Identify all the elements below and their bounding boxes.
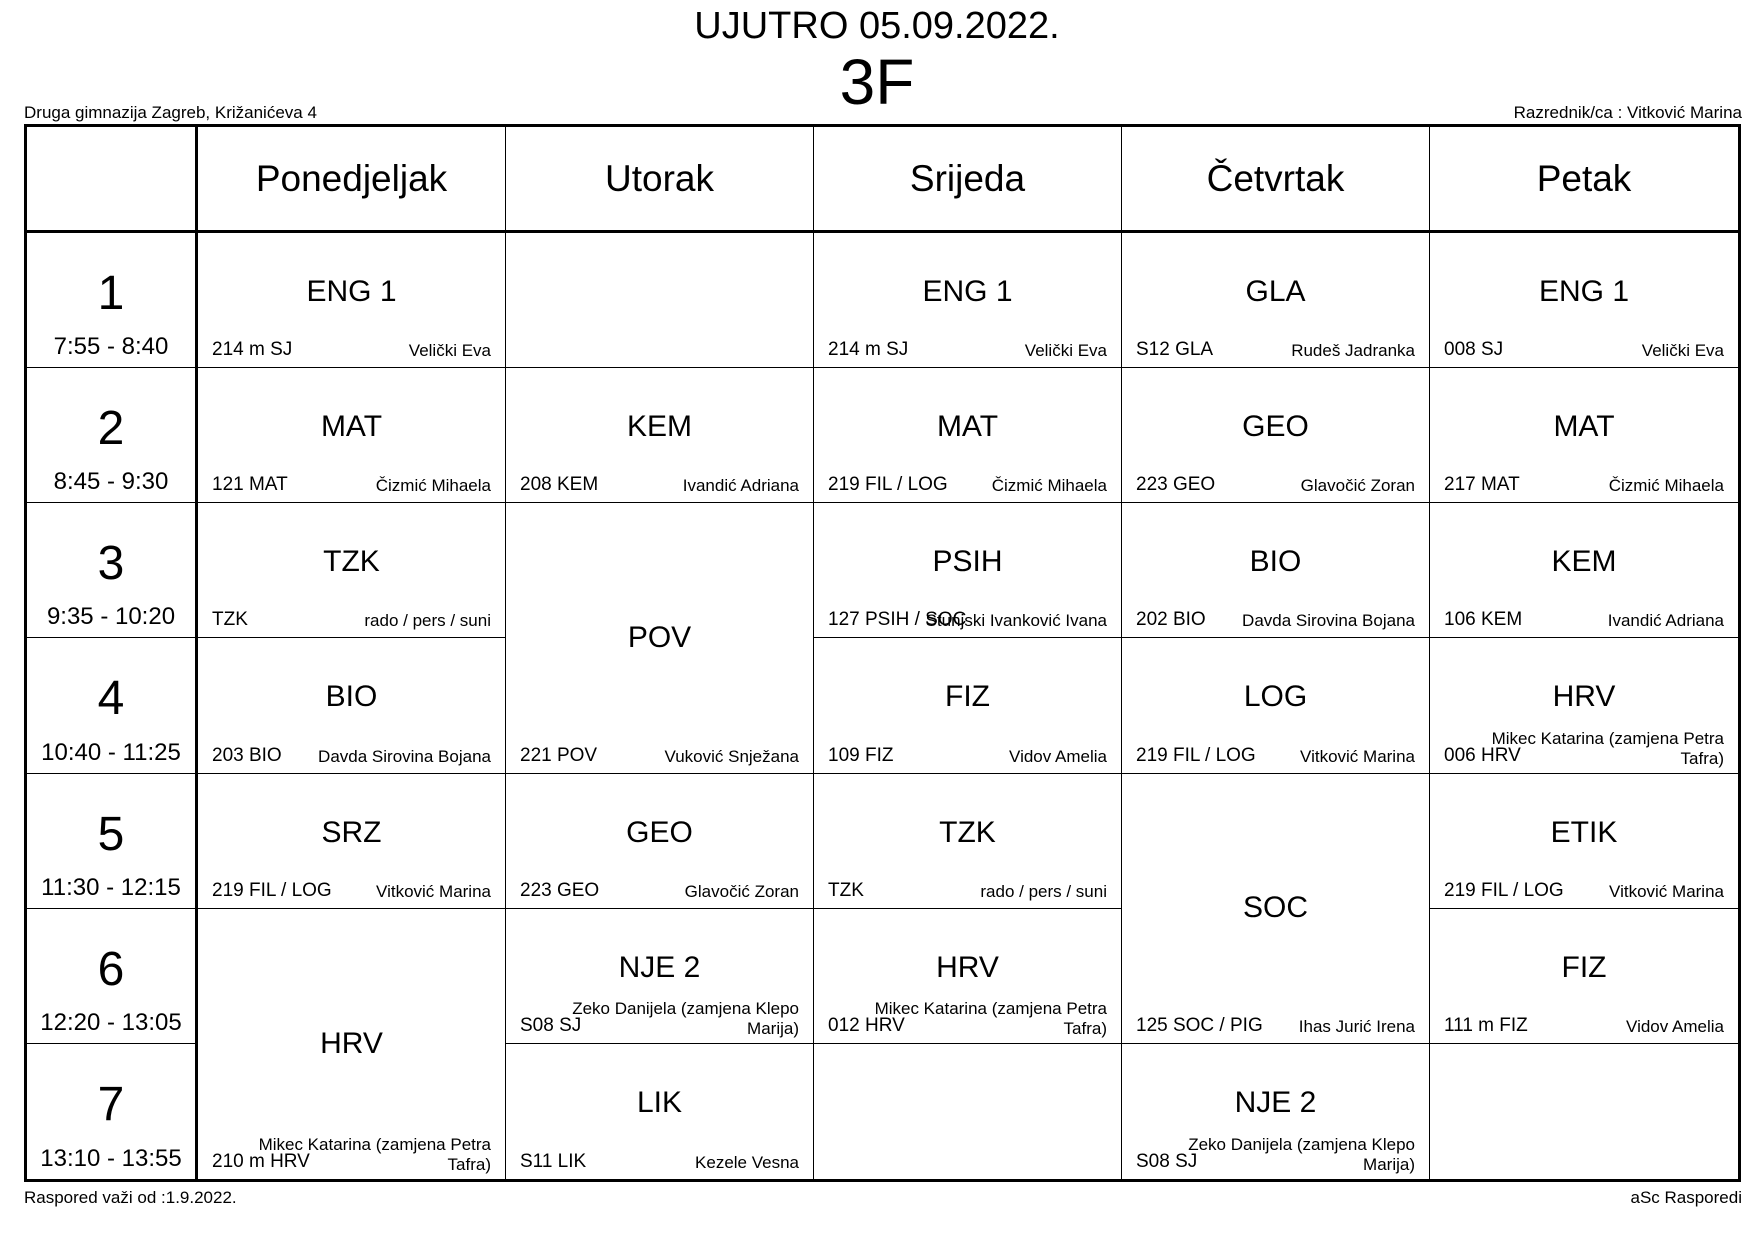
lesson-teacher: Vitković Marina [1609, 881, 1724, 901]
lesson-subject: LOG [1243, 680, 1308, 714]
timetable-grid [24, 124, 1741, 1182]
lesson-subject: PSIH [932, 545, 1003, 579]
lesson-teacher: rado / pers / suni [980, 881, 1107, 901]
lesson-room: S12 GLA [1136, 339, 1214, 361]
lesson-room: 125 SOC / PIG [1136, 1014, 1263, 1036]
day-name: Ponedjeljak [255, 157, 448, 199]
lesson-cell [506, 1044, 814, 1179]
lesson-teacher: Velički Eva [1024, 341, 1107, 361]
lesson-subject: FIZ [1561, 950, 1607, 984]
lesson-teacher: Rudeš Jadranka [1291, 341, 1415, 361]
lesson-subject: ENG 1 [1538, 275, 1630, 308]
lesson-teacher: Glavočić Zoran [684, 881, 799, 901]
period-header [27, 1044, 198, 1179]
lesson-subject: GEO [1242, 410, 1309, 444]
period-header [27, 503, 198, 638]
lesson-teacher: Čizmić Mihaela [375, 476, 491, 496]
lesson-teacher: Kezele Vesna [695, 1152, 799, 1172]
lesson-cell [814, 638, 1122, 773]
day-name: Petak [1536, 157, 1632, 199]
lesson-room: 008 SJ [1444, 339, 1504, 361]
lesson-cell [814, 368, 1122, 503]
lesson-cell [1122, 1044, 1430, 1179]
lesson-room: 208 KEM [520, 474, 599, 496]
lesson-subject: HRV [1552, 680, 1616, 714]
lesson-teacher: Čizmić Mihaela [991, 476, 1107, 496]
lesson-cell [198, 638, 506, 773]
lesson-subject: FIZ [945, 680, 990, 714]
lesson-teacher: Ihas Jurić Irena [1298, 1016, 1415, 1036]
day-name: Četvrtak [1206, 157, 1345, 199]
lesson-teacher: rado / pers / suni [364, 611, 491, 631]
period-time: 9:35 - 10:20 [46, 603, 176, 631]
lesson-room: 121 MAT [212, 474, 288, 496]
lesson-teacher: Vidov Amelia [1009, 746, 1107, 766]
period-number: 2 [97, 402, 125, 456]
lesson-teacher: Davda Sirovina Bojana [318, 746, 491, 766]
lesson-subject: GLA [1245, 275, 1306, 308]
lesson-room: 223 GEO [520, 879, 600, 901]
period-header [27, 909, 198, 1044]
lesson-room: 217 MAT [1444, 474, 1520, 496]
lesson-subject: MAT [936, 410, 999, 444]
day-header [506, 127, 814, 233]
period-number: 6 [97, 942, 125, 996]
lesson-cell [1122, 638, 1430, 773]
lesson-subject: ENG 1 [922, 275, 1013, 308]
period-number: 4 [97, 672, 125, 726]
lesson-cell [814, 774, 1122, 909]
period-header [27, 233, 198, 368]
period-header [27, 774, 198, 909]
period-number: 5 [97, 807, 125, 861]
lesson-room: 214 m SJ [212, 339, 293, 361]
lesson-cell [506, 503, 814, 773]
lesson-cell [198, 368, 506, 503]
lesson-subject: SRZ [321, 815, 382, 849]
period-number: 3 [97, 537, 125, 591]
lesson-teacher: Zeko Danijela (zamjena Klepo Marija) [572, 998, 799, 1038]
lesson-room: 210 m HRV [212, 1150, 310, 1172]
lesson-subject: HRV [320, 1026, 383, 1060]
lesson-subject: SOC [1242, 891, 1308, 925]
lesson-cell [814, 909, 1122, 1044]
lesson-cell [814, 503, 1122, 638]
day-name: Srijeda [909, 157, 1026, 199]
period-time: 13:10 - 13:55 [40, 1144, 182, 1172]
day-name: Utorak [605, 157, 714, 199]
lesson-subject: BIO [1249, 545, 1302, 579]
lesson-subject: GEO [626, 815, 693, 849]
homeroom-teacher: Razrednik/ca : Vitković Marina [1513, 103, 1742, 122]
lesson-room: S11 LIK [520, 1150, 587, 1172]
lesson-teacher: Ivandić Adriana [1607, 611, 1724, 631]
lesson-room: 106 KEM [1444, 609, 1523, 631]
lesson-cell [198, 909, 506, 1179]
lesson-subject: KEM [1551, 545, 1617, 579]
valid-from-note: Raspored važi od :1.9.2022. [24, 1188, 237, 1207]
lesson-subject: POV [627, 620, 692, 654]
period-header [27, 368, 198, 503]
lesson-subject: NJE 2 [1234, 1085, 1317, 1119]
corner-cell [27, 127, 198, 233]
lesson-teacher: Mikec Katarina (zamjena Petra Tafra) [874, 998, 1107, 1038]
lesson-room: 219 FIL / LOG [1444, 879, 1564, 901]
lesson-teacher: Vuković Snježana [664, 746, 799, 766]
lesson-teacher: Mikec Katarina (zamjena Petra Tafra) [258, 1134, 491, 1174]
lesson-teacher: Čizmić Mihaela [1608, 476, 1724, 496]
day-header [1122, 127, 1430, 233]
lesson-cell [1122, 368, 1430, 503]
day-header [814, 127, 1122, 233]
lesson-cell [1430, 233, 1738, 368]
lesson-cell [198, 503, 506, 638]
generator-credit: aSc Rasporedi [1630, 1188, 1742, 1207]
lesson-cell [1430, 774, 1738, 909]
lesson-room: 219 FIL / LOG [828, 474, 948, 496]
lesson-teacher: Mikec Katarina (zamjena Petra Tafra) [1491, 728, 1724, 768]
lesson-room: 127 PSIH / SOC [828, 609, 967, 631]
period-header [27, 638, 198, 773]
lesson-teacher: Vitković Marina [1300, 746, 1415, 766]
period-number: 7 [97, 1077, 125, 1131]
lesson-cell [1430, 909, 1738, 1044]
lesson-cell [506, 909, 814, 1044]
lesson-room: 219 FIL / LOG [1136, 744, 1256, 766]
lesson-cell [1430, 638, 1738, 773]
period-time: 8:45 - 9:30 [53, 468, 169, 496]
lesson-room: 012 HRV [828, 1014, 905, 1036]
lesson-subject: HRV [936, 950, 999, 984]
lesson-room: S08 SJ [1136, 1150, 1198, 1172]
lesson-teacher: Vidov Amelia [1626, 1016, 1724, 1036]
class-name: 3F [839, 46, 915, 118]
lesson-subject: NJE 2 [618, 950, 701, 984]
lesson-cell [814, 233, 1122, 368]
lesson-room: TZK [212, 609, 248, 631]
lesson-room: TZK [828, 879, 864, 901]
lesson-cell [198, 233, 506, 368]
lesson-subject: TZK [323, 545, 380, 579]
lesson-cell [1430, 503, 1738, 638]
lesson-subject: LIK [636, 1085, 683, 1119]
lesson-teacher: Davda Sirovina Bojana [1242, 611, 1415, 631]
lesson-cell [506, 774, 814, 909]
lesson-room: 219 FIL / LOG [212, 879, 332, 901]
page-title: UJUTRO 05.09.2022. [694, 5, 1060, 47]
lesson-subject: TZK [939, 815, 996, 849]
school-name: Druga gimnazija Zagreb, Križanićeva 4 [24, 103, 317, 122]
lesson-room: 109 FIZ [828, 744, 894, 766]
lesson-cell [1122, 774, 1430, 1044]
lesson-teacher: Vitković Marina [376, 881, 491, 901]
lesson-cell [198, 774, 506, 909]
period-time: 11:30 - 12:15 [41, 873, 181, 901]
lesson-teacher: Stunjski Ivanković Ivana [925, 611, 1107, 631]
lesson-teacher: Zeko Danijela (zamjena Klepo Marija) [1188, 1134, 1415, 1174]
lesson-subject: KEM [626, 410, 692, 444]
lesson-room: 111 m FIZ [1444, 1014, 1528, 1036]
lesson-room: 203 BIO [212, 744, 282, 766]
lesson-room: 202 BIO [1136, 609, 1206, 631]
lesson-teacher: Velički Eva [408, 341, 491, 361]
lesson-cell [1122, 503, 1430, 638]
lesson-cell [506, 368, 814, 503]
empty-cell [814, 1044, 1122, 1179]
day-header [198, 127, 506, 233]
empty-cell [1430, 1044, 1738, 1179]
period-time: 12:20 - 13:05 [40, 1008, 182, 1036]
lesson-room: 006 HRV [1444, 744, 1521, 766]
lesson-teacher: Velički Eva [1641, 341, 1724, 361]
day-header [1430, 127, 1738, 233]
empty-cell [506, 233, 814, 368]
lesson-subject: MAT [1553, 410, 1615, 444]
lesson-subject: ETIK [1550, 815, 1618, 849]
lesson-cell [1430, 368, 1738, 503]
lesson-cell [1122, 233, 1430, 368]
lesson-room: 221 POV [520, 744, 598, 766]
lesson-subject: MAT [320, 410, 383, 444]
period-number: 1 [97, 267, 125, 320]
lesson-room: S08 SJ [520, 1014, 582, 1036]
period-time: 7:55 - 8:40 [53, 333, 169, 361]
lesson-subject: ENG 1 [306, 275, 397, 308]
lesson-room: 214 m SJ [828, 339, 909, 361]
lesson-room: 223 GEO [1136, 474, 1216, 496]
lesson-teacher: Glavočić Zoran [1300, 476, 1415, 496]
lesson-teacher: Ivandić Adriana [682, 476, 799, 496]
lesson-subject: BIO [325, 680, 378, 714]
period-time: 10:40 - 11:25 [41, 738, 181, 766]
